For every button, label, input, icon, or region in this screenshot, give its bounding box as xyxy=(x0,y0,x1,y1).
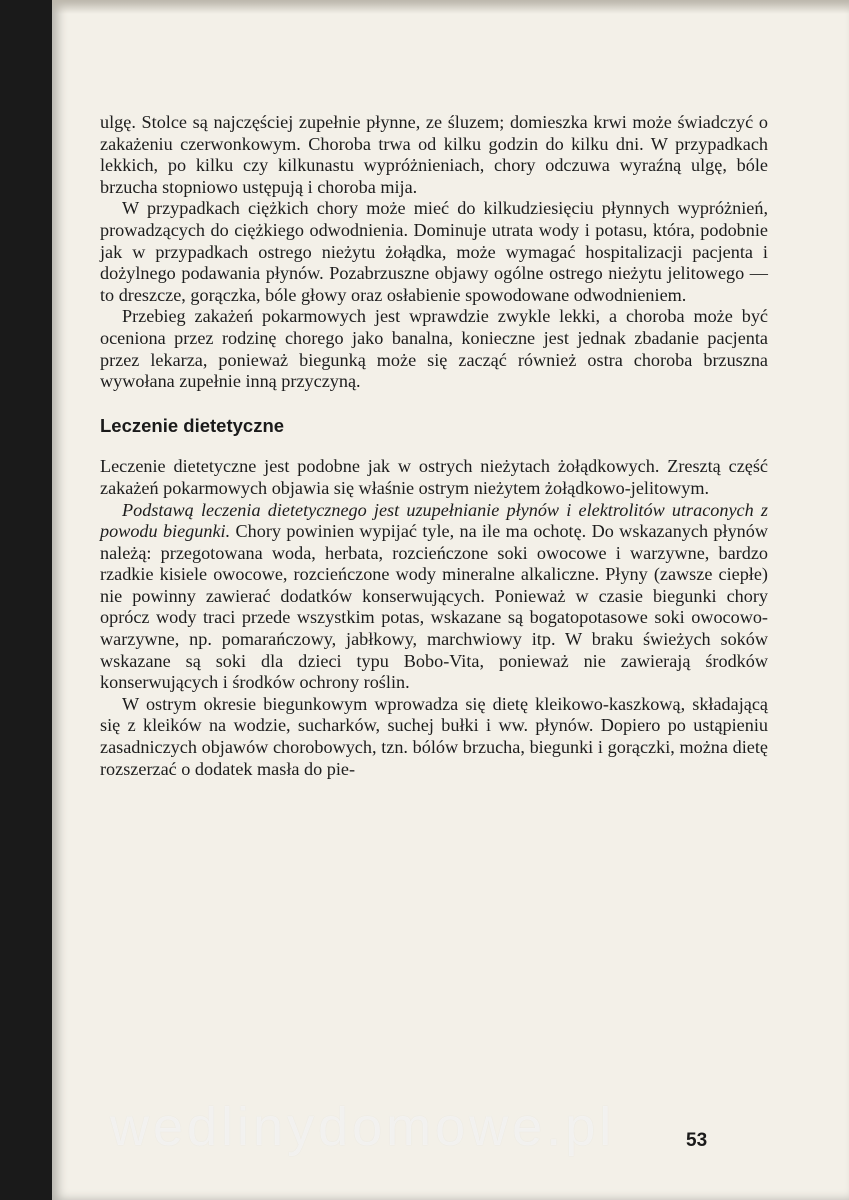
watermark-text: wedlinydomowe.pl xyxy=(110,1097,616,1157)
paragraph-4: Leczenie dietetyczne jest podobne jak w ostrych nieżytach żołądkowych. Zresztą część zakażeń pokarmowych objawia się właśnie ostrym nieżytem żołądkowo-jelitowym. xyxy=(100,456,768,498)
paragraph-5 xyxy=(100,500,768,694)
paragraph-2: W przypadkach ciężkich chory może mieć do kilkudziesięciu płynnych wypróżnień, prowadzących do ciężkiego odwodnienia. Dominuje utrata wody i potasu, która, podobnie jak w przypadkach ostrego nieżytu żołądka, może wymagać hospitalizacji pacjenta i dożylnego podawania płynów. Pozabrzuszne objawy ogólne ostrego nieżytu jelitowego — to dreszcze, gorączka, bóle głowy oraz osłabienie spowodowane odwodnieniem. xyxy=(100,198,768,305)
paragraph-5-rest: Chory powinien wypijać tyle, na ile ma ochotę. Do wskazanych płynów należą: przegotowana woda, herbata, rozcieńczone soki owocowe i warzywne, bardzo rzadkie kisiele owocowe, rozcieńczone wody mineralne alkaliczne. Płyny (zawsze ciepłe) nie powinny zawierać dodatków konserwujących. Ponieważ w czasie biegunki chory oprócz wody traci przede wszystkim potas, wskazane są bogatopotasowe soki owocowo-warzywne, np. pomarańczowy, jabłkowy, marchwiowy itp. W braku świeżych soków wskazane są soki dla dzieci typu Bobo-Vita, ponieważ nie zawierają środków konserwujących i środków ochrony roślin. xyxy=(100,521,768,693)
page-body-text xyxy=(100,112,768,780)
paragraph-5-italic-lead: Podstawą leczenia dietetycznego jest uzupełnianie płynów i elektrolitów utraconych z powodu biegunki. xyxy=(100,499,768,542)
paragraph-1: ulgę. Stolce są najczęściej zupełnie płynne, ze śluzem; domieszka krwi może świadczyć o zakażeniu czerwonkowym. Choroba trwa od kilku godzin do kilku dni. W przypadkach lekkich, po kilku czy kilkunastu wypróżnieniach, chory odczuwa wyraźną ulgę, bóle brzucha stopniowo ustępują i choroba mija. xyxy=(100,112,768,197)
paragraph-6: W ostrym okresie biegunkowym wprowadza się dietę kleikowo-kaszkową, składającą się z kleików na wodzie, sucharków, suchej bułki i ww. płynów. Dopiero po ustąpieniu zasadniczych objawów chorobowych, tzn. bólów brzucha, biegunki i gorączki, można dietę rozszerzać o dodatek masła do pie- xyxy=(100,693,768,779)
page-top-shadow xyxy=(52,0,849,14)
book-page xyxy=(52,0,849,1200)
page-number: 53 xyxy=(686,1130,708,1151)
paragraph-3: Przebieg zakażeń pokarmowych jest wprawdzie zwykle lekki, a choroba może być oceniona przez rodzinę chorego jako banalna, konieczne jest jednak zbadanie pacjenta przez lekarza, ponieważ biegunką może się zacząć również ostra choroba brzuszna wywołana zupełnie inną przyczyną. xyxy=(100,306,768,392)
section-heading: Leczenie dietetyczne xyxy=(100,414,285,436)
